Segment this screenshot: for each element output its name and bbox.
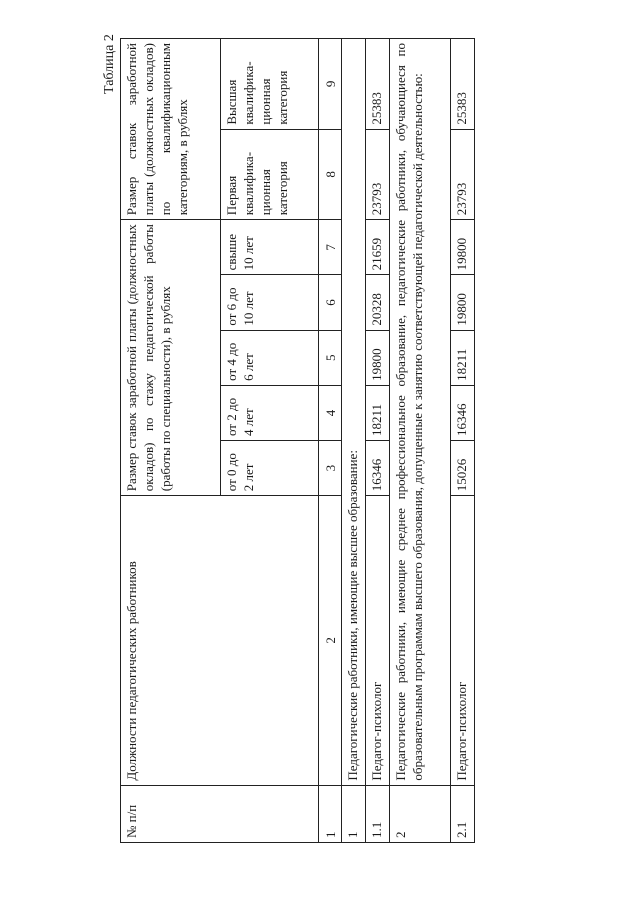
column-numbers-row	[318, 39, 342, 843]
colnum-8: 8	[318, 129, 342, 220]
rotated-table-page	[120, 38, 475, 843]
colnum-5: 5	[318, 330, 342, 385]
row-num: 2.1	[451, 785, 475, 842]
section-text: Педагогические работники, имеющие среднее профессиональное образование, педагогические работники, обучающиеся по образовательным программам высшего образования, допущенные к занятию соответствующей педагогической деятельностью:	[390, 39, 451, 786]
section-num: 2	[390, 785, 451, 842]
header-stazh-0: от 0 до 2 лет	[220, 441, 318, 496]
table-row	[451, 39, 475, 843]
row-value: 23793	[451, 129, 475, 220]
header-cat-first: Первая квалифика-ционная категория	[220, 129, 318, 220]
colnum-6: 6	[318, 275, 342, 330]
colnum-4: 4	[318, 385, 342, 440]
colnum-9: 9	[318, 39, 342, 130]
row-value: 19800	[451, 275, 475, 330]
colnum-7: 7	[318, 220, 342, 275]
row-value: 15026	[451, 441, 475, 496]
colnum-3: 3	[318, 441, 342, 496]
table-caption: Таблица 2	[102, 34, 117, 94]
colnum-1: 1	[318, 785, 342, 842]
header-num: № п/п	[121, 785, 319, 842]
row-value: 23793	[366, 129, 390, 220]
header-position: Должности педагогических работников	[121, 496, 319, 785]
colnum-2: 2	[318, 496, 342, 785]
row-value: 21659	[366, 220, 390, 275]
header-stazh-4: свыше 10 лет	[220, 220, 318, 275]
row-value: 16346	[366, 441, 390, 496]
header-cat-highest: Высшая квалифика-ционная категория	[220, 39, 318, 130]
section-num: 1	[342, 785, 366, 842]
row-position: Педагог-психолог	[451, 496, 475, 785]
row-value: 19800	[366, 330, 390, 385]
row-value: 16346	[451, 385, 475, 440]
row-num: 1.1	[366, 785, 390, 842]
table-row	[366, 39, 390, 843]
header-stazh-2: от 4 до 6 лет	[220, 330, 318, 385]
header-category-group: Размер ставок заработной платы (должностных окладов) по квалификационным категориям, в рублях	[121, 39, 221, 220]
salary-table	[120, 38, 475, 843]
row-value: 20328	[366, 275, 390, 330]
row-value: 25383	[451, 39, 475, 130]
row-value: 18211	[366, 385, 390, 440]
row-value: 19800	[451, 220, 475, 275]
section-text: Педагогические работники, имеющие высшее образование:	[342, 39, 366, 786]
header-stazh-3: от 6 до 10 лет	[220, 275, 318, 330]
header-stazh-group: Размер ставок заработной платы (должностных окладов) по стажу педагогической работы (работы по специальности), в рублях	[121, 220, 221, 496]
header-stazh-1: от 2 до 4 лет	[220, 385, 318, 440]
section-row-1	[342, 39, 366, 843]
section-row-2	[390, 39, 451, 843]
row-value: 25383	[366, 39, 390, 130]
table-caption-box	[58, 14, 118, 94]
header-row-1	[121, 39, 221, 843]
row-value: 18211	[451, 330, 475, 385]
row-position: Педагог-психолог	[366, 496, 390, 785]
